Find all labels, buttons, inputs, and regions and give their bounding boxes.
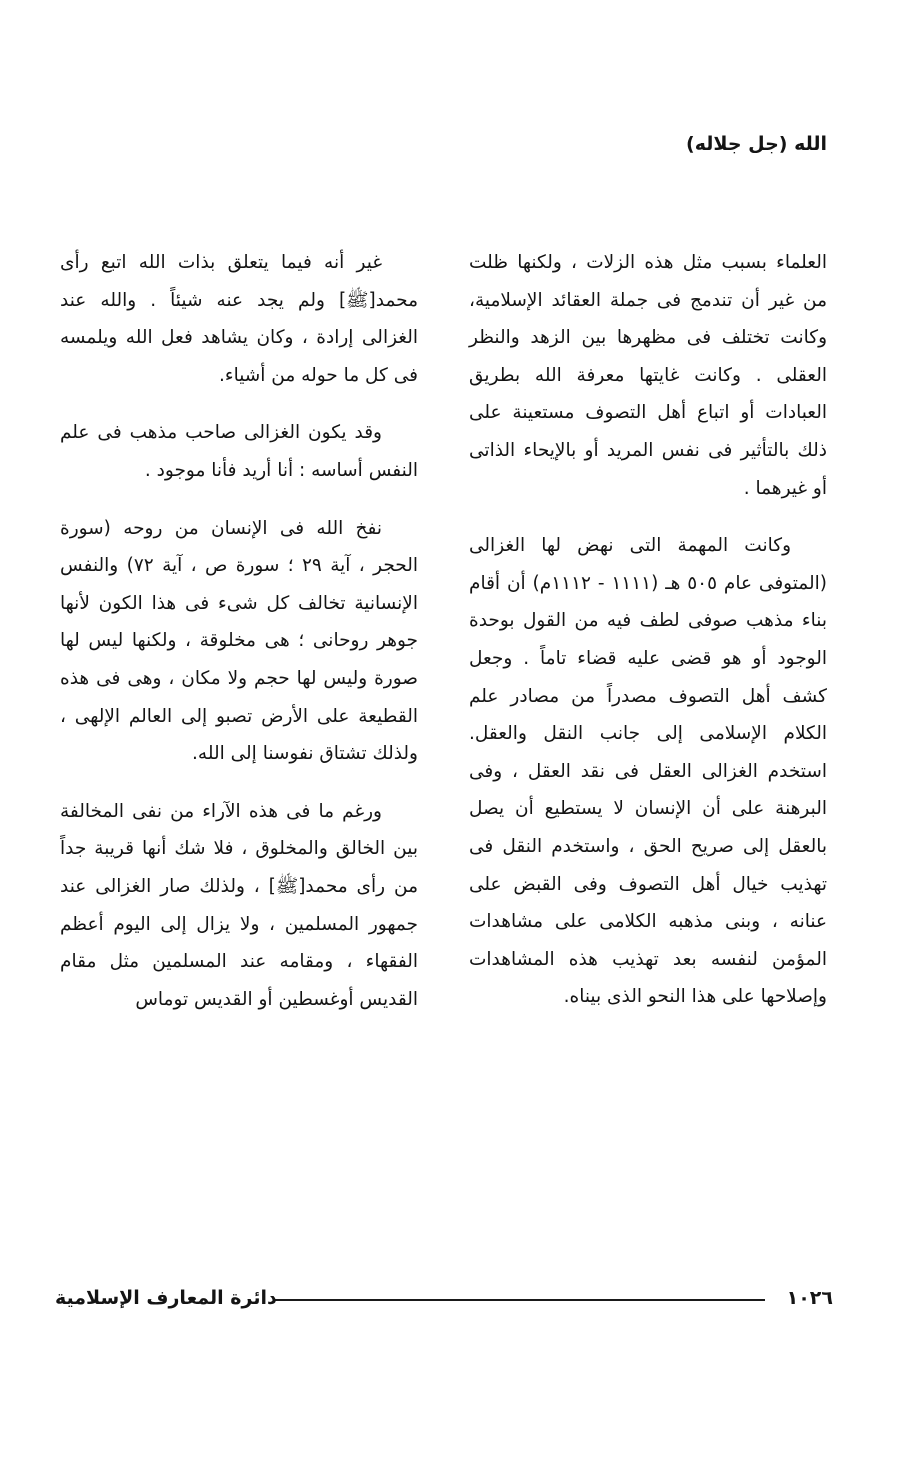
paragraph-left-3: نفخ الله فى الإنسان من روحه (سورة الحجر ، آية ٢٩ ؛ سورة ص ، آية ٧٢) والنفس الإنسانية تخالف كل شىء فى هذا الكون لأنها جوهر روحانى ؛ هى مخلوقة ، ولكنها ليس لها صورة وليس لها حجم ولا مكان ، وهى فى هذه القطيعة على الأرض تصبو إلى العالم الإلهى ، ولذلك تشتاق نفوسنا إلى الله. [60, 517, 418, 765]
text-column-right [469, 244, 827, 1036]
paragraph-right-1: العلماء بسبب مثل هذه الزلات ، ولكنها ظلت من غير أن تندمج فى جملة العقائد الإسلامية، وكانت تختلف فى مظهرها بين الزهد والنظر العقلى . وكانت غايتها معرفة الله بطريق العبادات أو اتباع أهل التصوف مستعينة على ذلك بالتأثير فى نفس المريد أو بالإيحاء الذاتى أو غيرهما . [469, 252, 827, 499]
running-header-title: الله (جل جلاله) [686, 133, 827, 155]
paragraph-left-2: وقد يكون الغزالى صاحب مذهب فى علم النفس أساسه : أنا أريد فأنا موجود . [60, 422, 418, 481]
page-number: ١٠٢٦ [786, 1287, 833, 1309]
paragraph-left-4: ورغم ما فى هذه الآراء من نفى المخالفة بين الخالق والمخلوق ، فلا شك أنها قريبة جداً من رأى محمد[ﷺ] ، ولذلك صار الغزالى عند جمهور المسلمين ، ولا يزال إلى اليوم أعظم الفقهاء ، ومقامه عند المسلمين مثل مقام القديس أوغسطين أو القديس توماس [60, 800, 418, 1010]
footer-divider-line [273, 1299, 765, 1301]
paragraph-right-2: وكانت المهمة التى نهض لها الغزالى (المتوفى عام ٥٠٥ هـ (١١١١ - ١١١٢م) أن أقام بناء مذهب صوفى لطف فيه من القول بوحدة الوجود أو هو قضى عليه قضاء تاماً . وجعل كشف أهل التصوف مصدراً من مصادر علم الكلام الإسلامى إلى جانب النقل والعقل. استخدم الغزالى العقل فى نقد العقل ، وفى البرهنة على أن الإنسان لا يستطيع أن يصل بالعقل إلى صريح الحق ، واستخدم النقل فى تهذيب خيال أهل التصوف وفى القبض على عنانه ، وبنى مذهبه الكلامى على مشاهدات المؤمن لنفسه بعد تهذيب هذه المشاهدات وإصلاحها على هذا النحو الذى بيناه. [469, 535, 827, 1008]
book-title: دائرة المعارف الإسلامية [55, 1287, 277, 1309]
text-column-left [60, 244, 418, 1038]
page-footer [55, 1280, 833, 1316]
paragraph-left-1: غير أنه فيما يتعلق بذات الله اتبع رأى محمد[ﷺ] ولم يجد عنه شيئاً . والله عند الغزالى إرادة ، وكان يشاهد فعل الله ويلمسه فى كل ما حوله من أشياء. [60, 252, 418, 386]
